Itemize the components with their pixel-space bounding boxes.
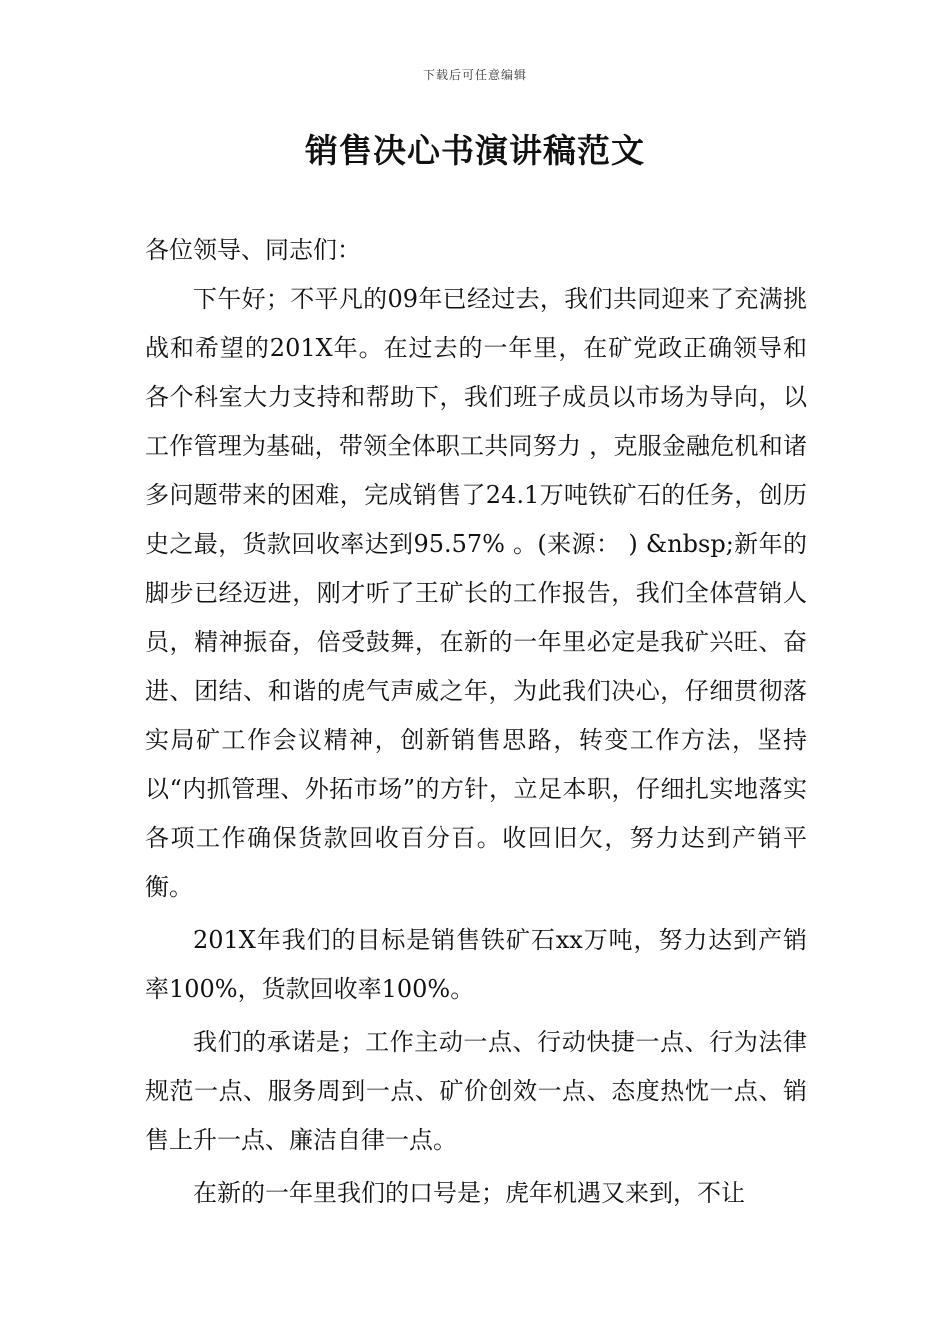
salutation: 各位领导、同志们：	[145, 236, 361, 264]
paragraph-2: 201X年我们的目标是销售铁矿石xx万吨，努力达到产销率100%，货款回收率100%。	[145, 926, 807, 1003]
document-body	[145, 226, 807, 1218]
paragraph-1: 下午好；不平凡的09年已经过去，我们共同迎来了充满挑战和希望的201X年。在过去的一年里，在矿党政正确领导和各个科室大力支持和帮助下，我们班子成员以市场为导向，以工作管理为基础，带领全体职工共同努力 ，克服金融危机和诸多问题带来的困难，完成销售了24.1万吨铁矿石的任务，创历史之最，货款回收率达到95.57% 。(来源： ) &nbsp;新年的脚步已经迈进，刚才听了王矿长的工作报告，我们全体营销人员，精神振奋，倍受鼓舞，在新的一年里必定是我矿兴旺、奋进、团结、和谐的虎气声威之年，为此我们决心，仔细贯彻落实局矿工作会议精神，创新销售思路，转变工作方法，坚持以“内抓管理、外拓市场”的方针，立足本职，仔细扎实地落实各项工作确保货款回收百分百。收回旧欠，努力达到产销平衡。	[145, 285, 807, 901]
document-title: 销售决心书演讲稿范文	[305, 131, 645, 170]
paragraph-4: 在新的一年里我们的口号是；虎年机遇又来到，不让	[193, 1179, 745, 1207]
header-note: 下载后可任意编辑	[422, 68, 527, 82]
paragraph-3: 我们的承诺是；工作主动一点、行动快捷一点、行为法律规范一点、服务周到一点、矿价创效一点、态度热忱一点、销售上升一点、廉洁自律一点。	[145, 1028, 807, 1154]
